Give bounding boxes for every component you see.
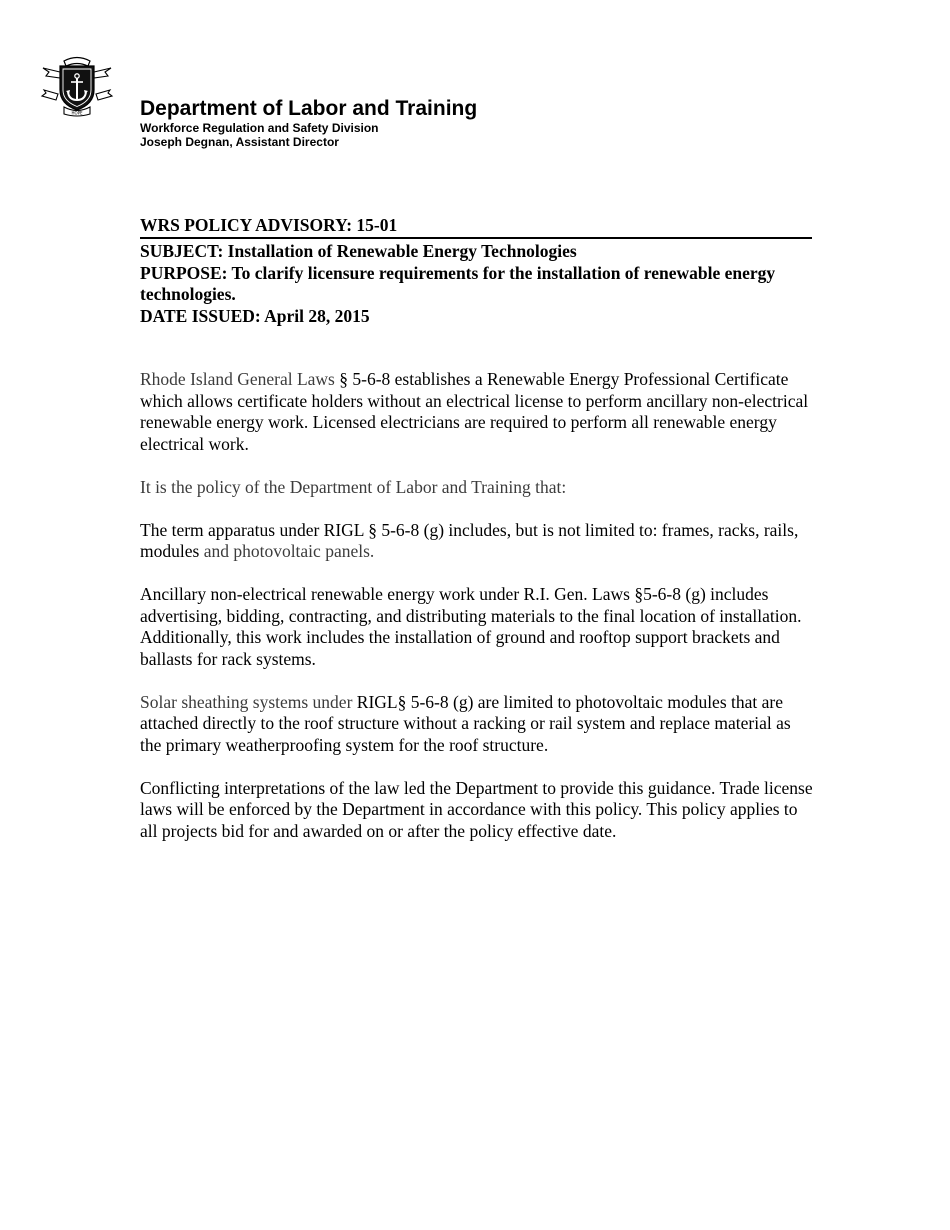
letterhead bbox=[140, 96, 477, 149]
advisory-date-issued: DATE ISSUED: April 28, 2015 bbox=[140, 305, 370, 326]
paragraph-solar-sheathing bbox=[140, 692, 815, 757]
paragraph-ancillary-work: Ancillary non-electrical renewable energy work under R.I. Gen. Laws §5-6-8 (g) includes advertising, bidding, contracting, and distributing materials to the final location of installation. Additionally, this work includes the installation of ground and rooftop support brackets and ballasts for rack systems. bbox=[140, 584, 802, 669]
state-seal-logo bbox=[40, 54, 114, 118]
statute-rest: § 5-6-8 establishes a Renewable Energy Professional Certificate which allows certificate holders without an electrical license to perform ancillary non-electrical renewable energy work. Licensed electricians are required to perform all renewable energy electrical work. bbox=[140, 369, 809, 454]
advisory-title: WRS POLICY ADVISORY: 15-01 bbox=[140, 214, 812, 239]
apparatus-tail: and photovoltaic panels. bbox=[199, 541, 375, 561]
department-title: Department of Labor and Training bbox=[140, 97, 478, 120]
statute-lead: Rhode Island General Laws bbox=[140, 369, 335, 389]
assistant-director: Joseph Degnan, Assistant Director bbox=[140, 135, 339, 149]
paragraph-apparatus bbox=[140, 520, 815, 563]
advisory-purpose: PURPOSE: To clarify licensure requirements for the installation of renewable energy technologies. bbox=[140, 262, 776, 304]
solar-lead: Solar sheathing systems under bbox=[140, 691, 353, 712]
division-name: Workforce Regulation and Safety Division bbox=[140, 121, 379, 135]
svg-text:HOPE: HOPE bbox=[71, 110, 83, 116]
paragraph-enforcement: Conflicting interpretations of the law led the Department to provide this guidance. Trade license laws will be enforced by the Department in accordance with this policy. This policy applies to all projects bid for and awarded on or after the policy effective date. bbox=[140, 777, 813, 841]
paragraph-policy-intro: It is the policy of the Department of Labor and Training that: bbox=[140, 476, 567, 497]
solar-rest: RIGL§ 5-6-8 (g) are limited to photovoltaic modules that are attached directly to the roof structure without a racking or rail system and replace material as the primary weatherproofing system for the roof structure. bbox=[140, 691, 791, 755]
advisory-block bbox=[140, 214, 812, 327]
advisory-subject: SUBJECT: Installation of Renewable Energy Technologies bbox=[140, 241, 577, 261]
policy-body bbox=[140, 369, 815, 864]
apparatus-main: The term apparatus under RIGL § 5-6-8 (g) includes, but is not limited to: frames, racks, rails, modules bbox=[140, 519, 799, 561]
paragraph-statute bbox=[140, 369, 815, 455]
